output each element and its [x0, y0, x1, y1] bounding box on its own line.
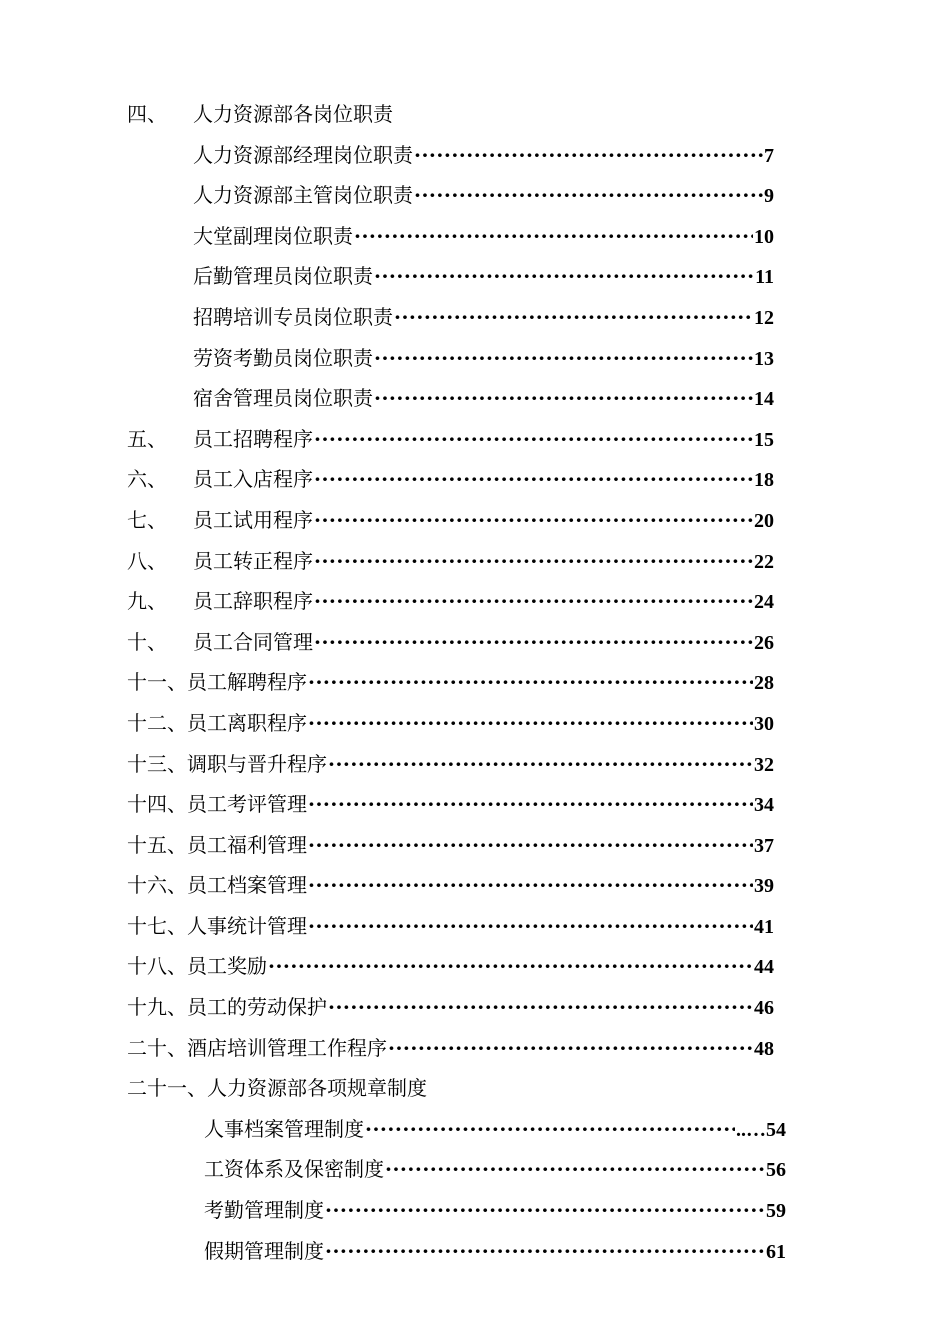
toc-entry[interactable] [0, 419, 950, 460]
toc-page-number: 59 [766, 1200, 786, 1223]
toc-entry-title: 十三、调职与晋升程序 [127, 751, 327, 776]
toc-entry-title: 员工转正程序 [193, 548, 313, 573]
toc-entry[interactable] [0, 825, 950, 866]
toc-entry[interactable] [0, 216, 950, 257]
toc-dot-leader [314, 500, 753, 541]
toc-dot-leader [325, 1190, 765, 1231]
toc-entry-title: 大堂副理岗位职责 [193, 223, 353, 248]
toc-entry-title: 十一、员工解聘程序 [127, 670, 307, 695]
toc-section-title: 人力资源部各岗位职责 [193, 102, 393, 126]
toc-page-number: 9 [764, 185, 774, 208]
toc-dot-leader [308, 865, 753, 906]
toc-page-number: 14 [754, 388, 774, 411]
toc-entry-title: 员工试用程序 [193, 507, 313, 532]
toc-entry-title: 十九、员工的劳动保护 [127, 995, 327, 1020]
toc-entry[interactable] [0, 946, 950, 987]
toc-entry[interactable] [0, 297, 950, 338]
toc-section-heading [0, 94, 950, 135]
toc-page-number: 46 [754, 997, 774, 1020]
toc-entry[interactable] [0, 622, 950, 663]
toc-dot-leader [314, 541, 753, 582]
toc-page-number: 37 [754, 834, 774, 857]
toc-entry-title: 招聘培训专员岗位职责 [193, 304, 393, 329]
toc-dot-leader [365, 1109, 735, 1150]
toc-page-number: 10 [754, 225, 774, 248]
toc-dot-leader [414, 135, 763, 176]
toc-dot-leader [374, 378, 753, 419]
toc-page-number: ..…54 [736, 1118, 786, 1141]
toc-section-heading [0, 1068, 950, 1109]
toc-page-number: 39 [754, 875, 774, 898]
toc-entry-title: 假期管理制度 [204, 1238, 324, 1263]
toc-dot-leader [314, 459, 753, 500]
toc-dot-leader [308, 662, 753, 703]
toc-entry[interactable] [0, 256, 950, 297]
toc-entry-title: 宿舍管理员岗位职责 [193, 386, 373, 411]
toc-section-number: 八、 [127, 548, 167, 573]
toc-entry-title: 劳资考勤员岗位职责 [193, 345, 373, 370]
toc-section-number: 九、 [127, 589, 167, 614]
toc-entry-title: 员工合同管理 [193, 629, 313, 654]
table-of-contents [0, 94, 950, 1271]
toc-entry-title: 十五、员工福利管理 [127, 832, 307, 857]
toc-entry-title: 人事档案管理制度 [204, 1116, 364, 1141]
toc-dot-leader [374, 338, 753, 379]
toc-entry[interactable] [0, 541, 950, 582]
toc-entry[interactable] [0, 1231, 950, 1272]
toc-page-number: 26 [754, 631, 774, 654]
toc-dot-leader [308, 784, 753, 825]
toc-page-number: 61 [766, 1240, 786, 1263]
toc-entry[interactable] [0, 175, 950, 216]
toc-entry-title: 十六、员工档案管理 [127, 873, 307, 898]
toc-entry[interactable] [0, 784, 950, 825]
toc-entry[interactable] [0, 581, 950, 622]
toc-dot-leader [388, 1028, 753, 1069]
toc-entry[interactable] [0, 378, 950, 419]
toc-dot-leader [385, 1149, 765, 1190]
toc-dot-leader [354, 216, 753, 257]
toc-entry[interactable] [0, 662, 950, 703]
toc-page-number: 34 [754, 794, 774, 817]
toc-entry[interactable] [0, 906, 950, 947]
toc-entry-title: 后勤管理员岗位职责 [193, 264, 373, 289]
toc-entry[interactable] [0, 1028, 950, 1069]
toc-page-number: 13 [754, 347, 774, 370]
toc-dot-leader [314, 419, 753, 460]
toc-dot-leader [325, 1231, 765, 1272]
toc-dot-leader [314, 622, 753, 663]
toc-entry[interactable] [0, 744, 950, 785]
toc-entry[interactable] [0, 987, 950, 1028]
toc-section-number: 四、 [127, 102, 167, 126]
toc-page-number: 20 [754, 509, 774, 532]
toc-page-number: 22 [754, 550, 774, 573]
toc-dot-leader [268, 946, 753, 987]
toc-dot-leader [314, 581, 753, 622]
toc-dot-leader [328, 744, 753, 785]
toc-entry-title: 十四、员工考评管理 [127, 792, 307, 817]
toc-entry[interactable] [0, 135, 950, 176]
toc-page-number: 56 [766, 1159, 786, 1182]
toc-page-number: 44 [754, 956, 774, 979]
toc-entry-title: 员工入店程序 [193, 467, 313, 492]
toc-page-number: 30 [754, 712, 774, 735]
toc-dot-leader [328, 987, 753, 1028]
toc-section-number: 十、 [127, 629, 167, 654]
toc-entry-title: 员工招聘程序 [193, 426, 313, 451]
toc-entry[interactable] [0, 1190, 950, 1231]
toc-page-number: 12 [754, 306, 774, 329]
toc-entry-title: 二十、酒店培训管理工作程序 [127, 1035, 387, 1060]
toc-page-number: 7 [764, 144, 774, 167]
toc-entry[interactable] [0, 500, 950, 541]
toc-entry[interactable] [0, 865, 950, 906]
toc-page-number: 28 [754, 672, 774, 695]
toc-page-number: 41 [754, 915, 774, 938]
toc-entry-title: 十二、员工离职程序 [127, 710, 307, 735]
toc-dot-leader [308, 703, 753, 744]
toc-section-title: 二十一、人力资源部各项规章制度 [127, 1076, 427, 1101]
toc-entry[interactable] [0, 1149, 950, 1190]
toc-page-number: 32 [754, 753, 774, 776]
toc-entry-title: 十八、员工奖励 [127, 954, 267, 979]
toc-section-number: 六、 [127, 467, 167, 492]
toc-entry[interactable] [0, 459, 950, 500]
toc-entry[interactable] [0, 338, 950, 379]
toc-entry-title: 员工辞职程序 [193, 589, 313, 614]
toc-dot-leader [308, 825, 753, 866]
toc-section-number: 五、 [127, 426, 167, 451]
toc-dot-leader [374, 256, 754, 297]
toc-entry-title: 人力资源部经理岗位职责 [193, 142, 413, 167]
toc-entry[interactable] [0, 1109, 950, 1150]
toc-entry-title: 十七、人事统计管理 [127, 913, 307, 938]
toc-page-number: 18 [754, 469, 774, 492]
toc-dot-leader [308, 906, 753, 947]
toc-page-number: 15 [754, 428, 774, 451]
toc-entry-title: 考勤管理制度 [204, 1198, 324, 1223]
toc-entry[interactable] [0, 703, 950, 744]
toc-dot-leader [394, 297, 753, 338]
toc-page-number: 48 [754, 1037, 774, 1060]
toc-page-number: 24 [754, 591, 774, 614]
toc-page-number: 11 [755, 266, 774, 289]
toc-entry-title: 工资体系及保密制度 [204, 1157, 384, 1182]
toc-dot-leader [414, 175, 763, 216]
toc-entry-title: 人力资源部主管岗位职责 [193, 183, 413, 208]
toc-section-number: 七、 [127, 507, 167, 532]
